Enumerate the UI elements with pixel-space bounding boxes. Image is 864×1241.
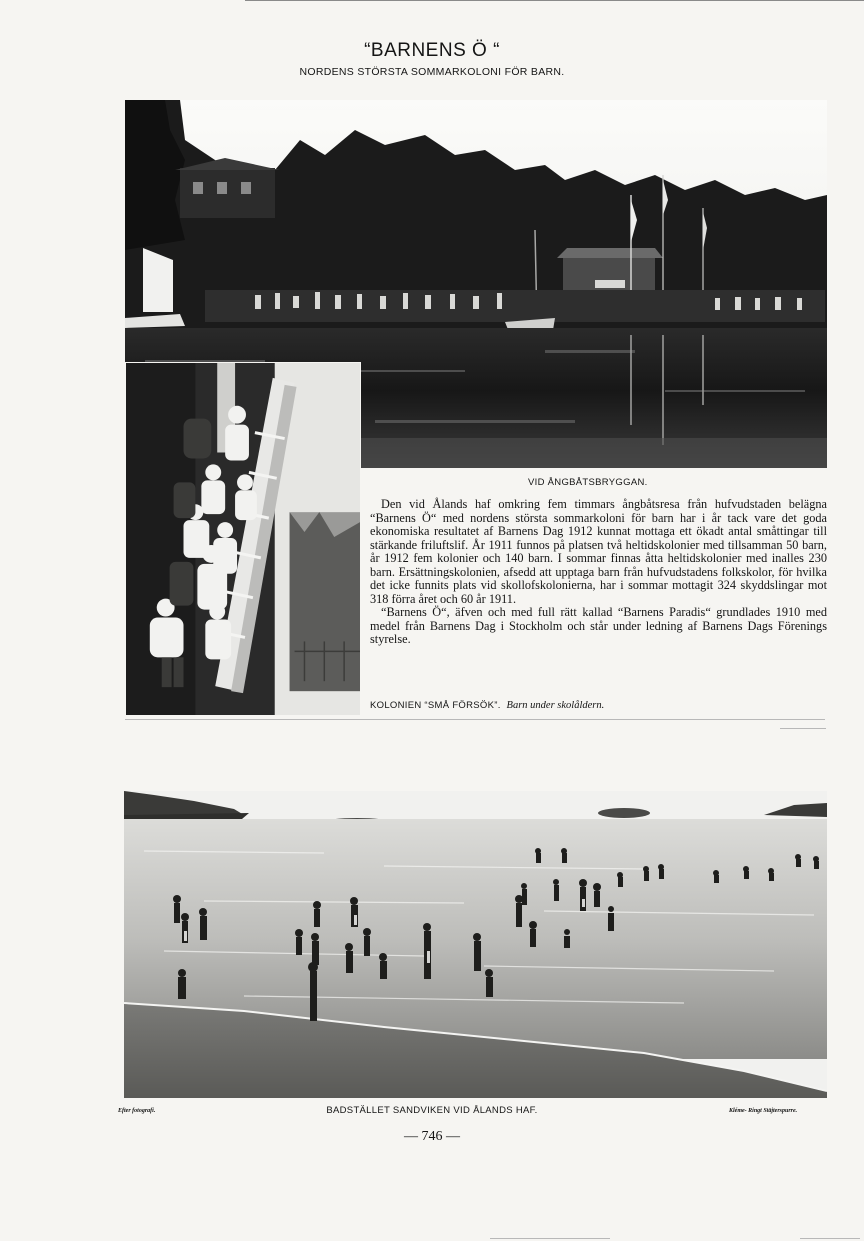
caption-colony-note: Barn under skolåldern. [506,700,605,711]
caption-bathing-beach: BADSTÄLLET SANDVIKEN VID ÅLANDS HAF. [326,1105,538,1116]
caption-colony [370,700,604,712]
article-paragraph: Den vid Ålands haf omkring fem timmars ångbåtsresa från hufvudstaden belägna “Barnens Ö“ med nordens största sommarkoloni för barn har i år tack vare det goda ekonomiska resultatet af Barnens Dag 1912 kunnat mottaga ett ökadt antal småttingar till stärkande friluftslif. År 1911 funnos på platsen två heltidskolonier med tillsamman 50 barn, år 1912 fem kolonier och 140 barn. I sommar finnas åtta heltidskolonier med inalles 230 barn. Ersättningskolonien, afsedd att upptaga barn från hufvudstadens folkskolor, för hvilka det icke funnits plats vid skollofskolonierna, har i sommar mottagit 324 skyddslingar mot 318 förra året och 60 år 1911. [370,497,827,606]
article-paragraph: “Barnens Ö“, äfven och med full rätt kallad “Barnens Paradis“ grundlades 1910 med medel från Barnens Dag i Stockholm och står under ledning af Barnens Dags Förenings styrelse. [370,605,827,647]
caption-steamboat-pier: VID ÅNGBÅTSBRYGGAN. [528,477,648,488]
caption-colony-label: KOLONIEN “SMÅ FÖRSÖK”. [370,700,501,711]
bottom-rule [490,1238,610,1239]
separator-rule [780,728,826,729]
beach-photo-image [124,791,827,1098]
colony-photo-image [126,363,360,715]
photo-colony-stairs [125,362,361,716]
page-title: “BARNENS Ö “ [364,40,500,61]
article-body [370,498,827,647]
bottom-rule [800,1238,860,1239]
top-rule [245,0,864,1]
page-subtitle: NORDENS STÖRSTA SOMMARKOLONI FÖR BARN. [299,66,565,78]
engraver-credit-right: Kléme- Ringt Stäjterspurre. [729,1108,798,1114]
photo-bathing-beach [124,791,827,1098]
separator-rule [125,719,825,720]
page-number: — 746 — [404,1129,460,1144]
photo-credit-left: Efter fotografi. [118,1108,156,1114]
